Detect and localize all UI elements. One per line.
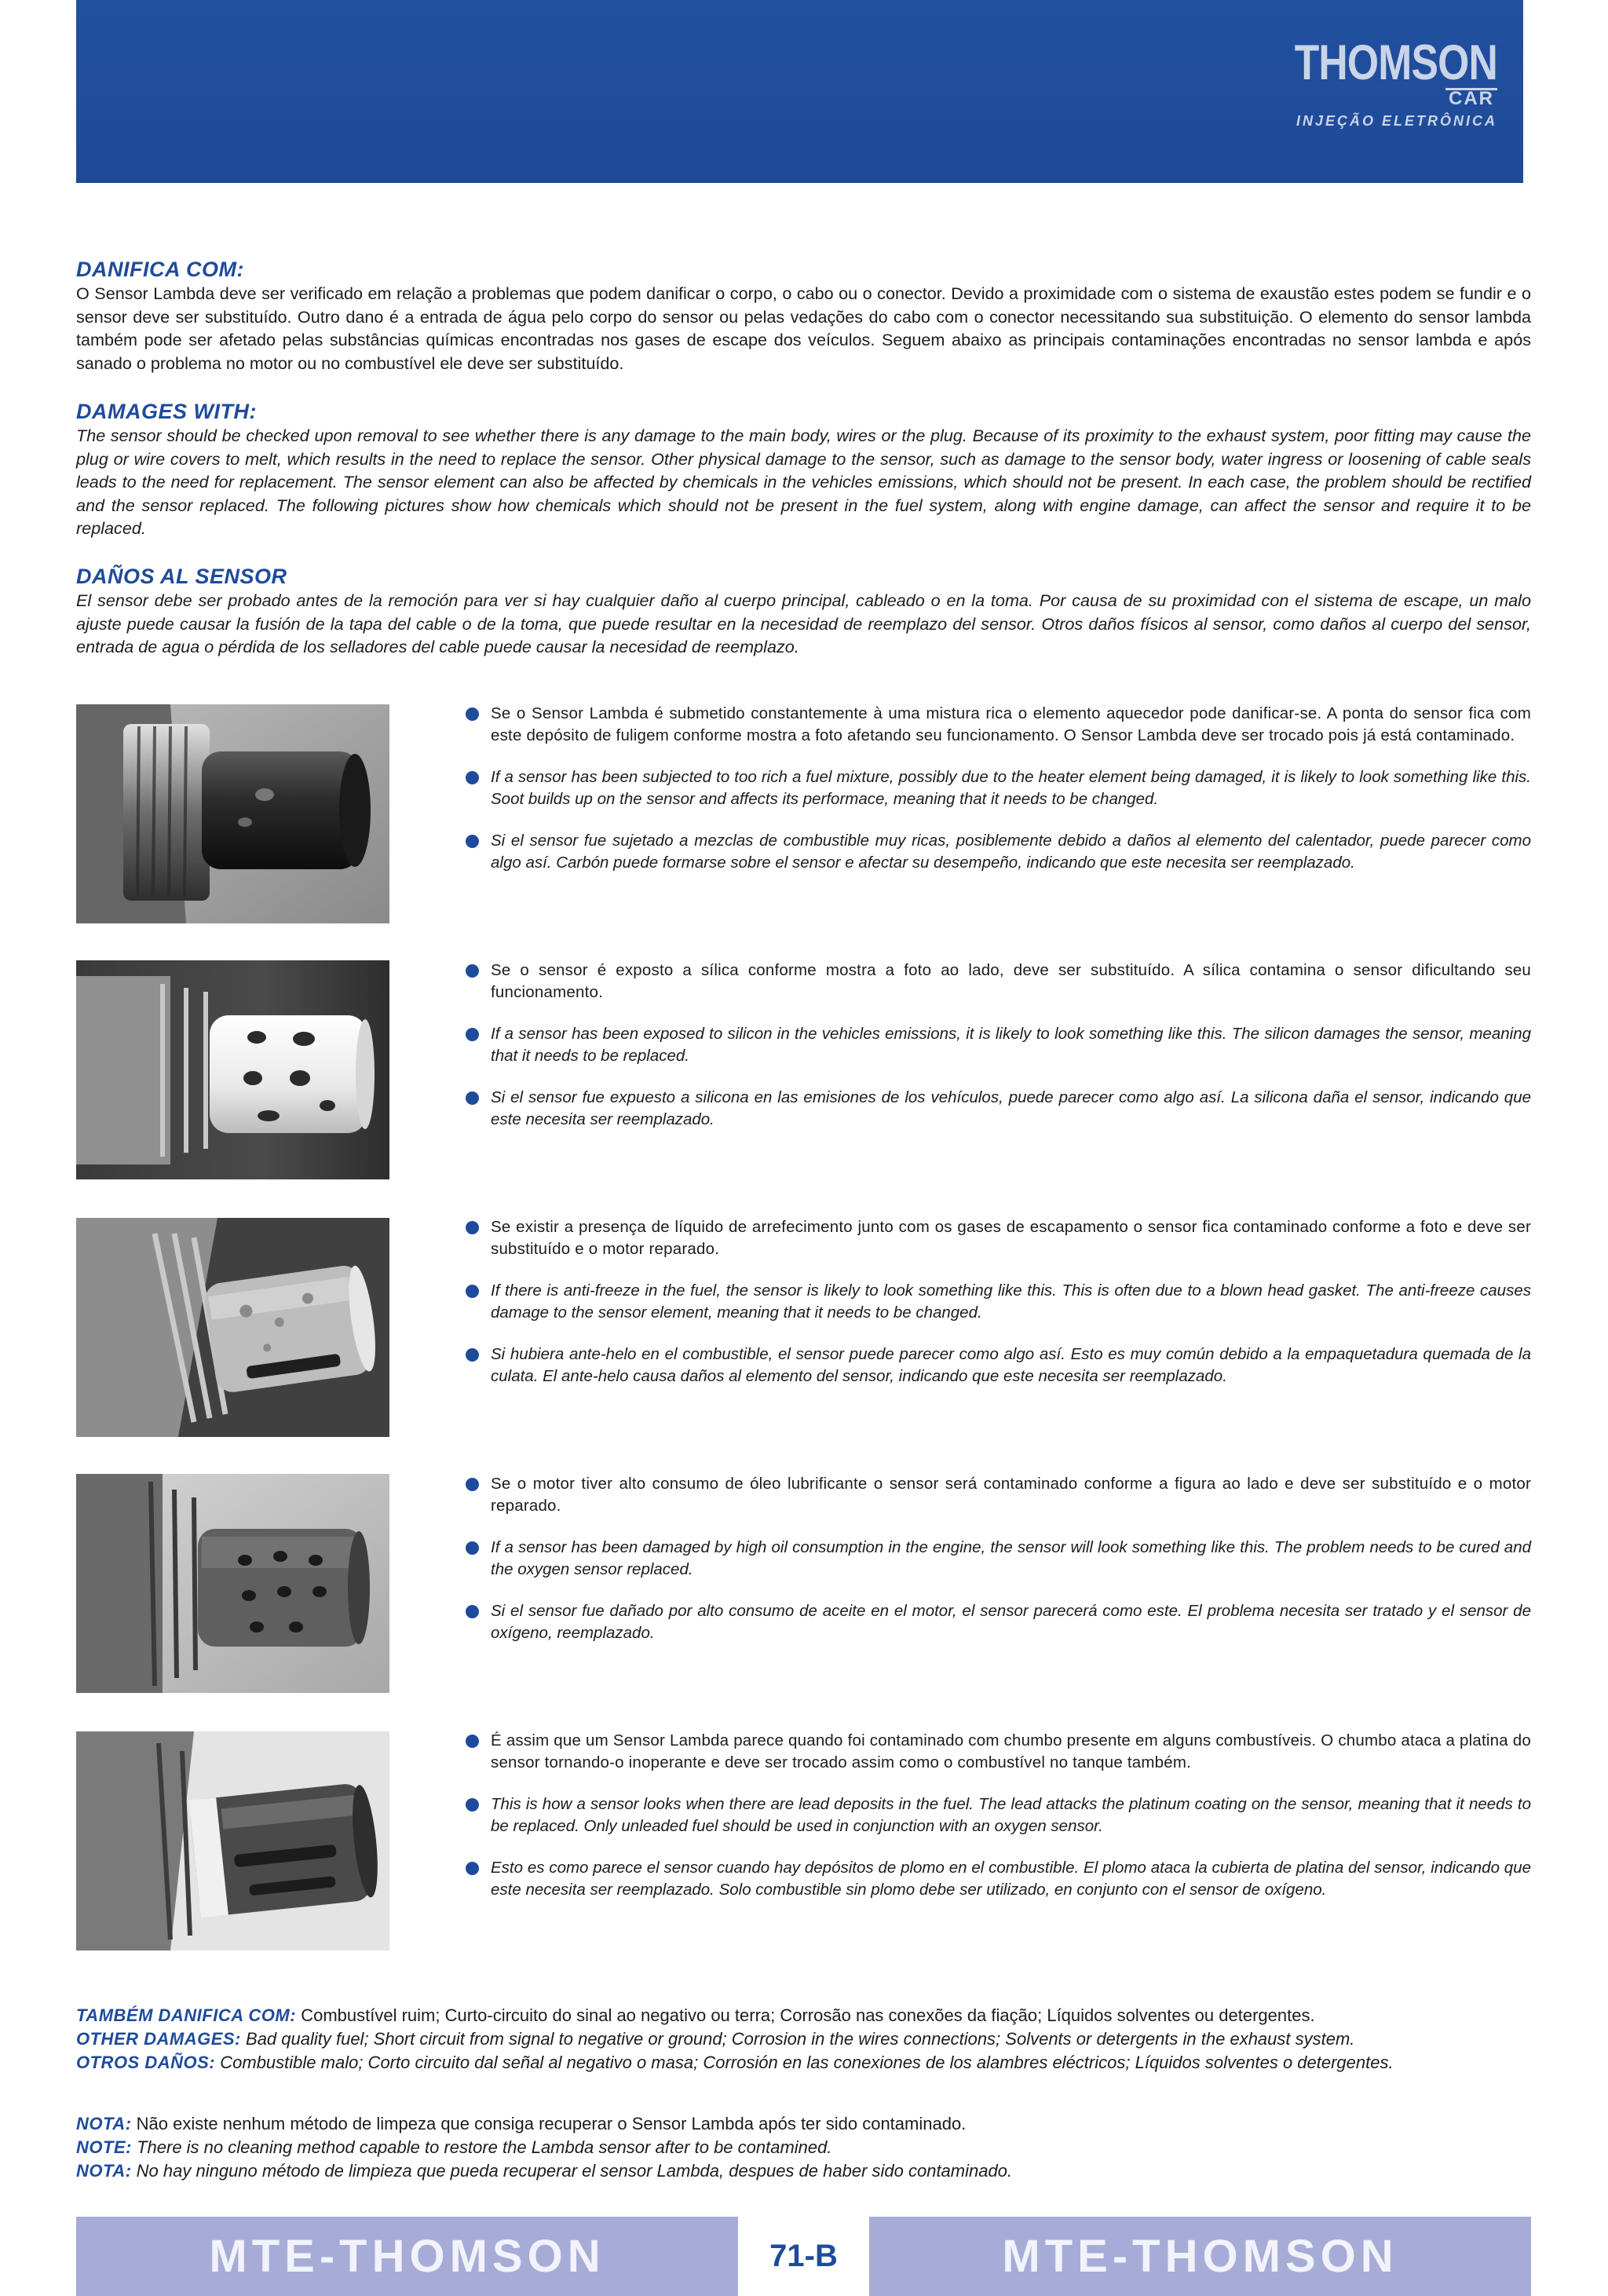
- section-title: DAMAGES WITH:: [76, 400, 257, 423]
- other-damages-label: OTROS DAÑOS:: [76, 2053, 216, 2072]
- note-text: There is no cleaning method capable to restore the Lambda sensor after to be contamined.: [137, 2137, 832, 2157]
- bullet-text: Se o Sensor Lambda é submetido constantemente à uma mistura rica o elemento aquecedor pode danificar-se. A ponta do sensor fica com este depósito de fuligem conforme mostra a foto afetando seu funcionamento. O Sensor Lambda deve ser trocado pois já está contaminado.: [491, 704, 1531, 744]
- logo-car: CAR: [1445, 88, 1497, 108]
- bullet-text: This is how a sensor looks when there are lead deposits in the fuel. The lead attacks the platinum coating on the sensor, meaning that it needs to be replaced. Only unleaded fuel should be used in conjunction with an oxygen sensor.: [491, 1795, 1531, 1835]
- sensor-photo-lead: [76, 1731, 389, 1951]
- note-label: NOTA:: [76, 2114, 132, 2133]
- bullet-pt: [463, 960, 1531, 1004]
- note-es: [76, 2159, 1531, 2183]
- page-number: 71-B: [738, 2217, 869, 2296]
- bullet-text: Si el sensor fue expuesto a silicona en las emisiones de los vehículos, puede parecer como algo así. La silicona daña el sensor, indicando que este necesita ser reemplazado.: [491, 1088, 1531, 1128]
- bullet-text: É assim que um Sensor Lambda parece quando foi contaminado com chumbo presente em alguns combustíveis. O chumbo ataca a platina do sensor tornando-o inoperante e deve ser trocado assim como o combustível no tanque também.: [491, 1731, 1531, 1771]
- case-soot: [463, 703, 1531, 894]
- section-danos: [76, 564, 1531, 659]
- other-damages-label: OTHER DAMAGES:: [76, 2029, 241, 2049]
- header-band: [76, 0, 1523, 183]
- bullet-text: If a sensor has been subjected to too rich a fuel mixture, possibly due to the heater element being damaged, it is likely to look something like this. Soot builds up on the sensor and affects its performace, meaning that it needs to be changed.: [491, 768, 1531, 808]
- bullet-en: [463, 1280, 1531, 1324]
- case-antifreeze: [463, 1216, 1531, 1407]
- bullet-pt: [463, 1216, 1531, 1260]
- section-title: DANIFICA COM:: [76, 258, 244, 281]
- bullet-dot-icon: [466, 1862, 479, 1875]
- bullet-dot-icon: [466, 1028, 479, 1041]
- other-damages-es: [76, 2051, 1531, 2075]
- bullet-dot-icon: [466, 835, 479, 848]
- sensor-photo-soot: [76, 704, 389, 923]
- notes: [76, 2112, 1531, 2183]
- sensor-photo-oil: [76, 1474, 389, 1693]
- other-damages-en: [76, 2027, 1531, 2051]
- footer-band: [76, 2217, 1531, 2296]
- other-damages-label: TAMBÉM DANIFICA COM:: [76, 2005, 297, 2025]
- other-damages-text: Bad quality fuel; Short circuit from signal to negative or ground; Corrosion in the wires connections; Solvents or detergents in the exhaust system.: [246, 2029, 1355, 2049]
- bullet-en: [463, 1793, 1531, 1837]
- note-text: Não existe nenhum método de limpeza que consiga recuperar o Sensor Lambda após ter sido contaminado.: [136, 2114, 967, 2133]
- note-label: NOTE:: [76, 2137, 132, 2157]
- bullet-es: [463, 1344, 1531, 1387]
- bullet-dot-icon: [466, 1478, 479, 1491]
- section-title: DAÑOS AL SENSOR: [76, 565, 287, 588]
- case-silicon: [463, 960, 1531, 1150]
- bullet-pt: [463, 1473, 1531, 1517]
- other-damages-text: Combustível ruim; Curto-circuito do sinal ao negativo ou terra; Corrosão nas conexões da fiação; Líquidos solventes ou detergentes.: [301, 2005, 1315, 2025]
- bullet-dot-icon: [466, 1285, 479, 1298]
- note-pt: [76, 2112, 1531, 2136]
- bullet-text: Si el sensor fue sujetado a mezclas de combustible muy ricas, posiblemente debido a daños al elemento del calentador, puede parecer como algo así. Carbón puede formarse sobre el sensor e afectar su desempeño, indicando que este necesita ser reemplazado.: [491, 832, 1531, 872]
- sensor-photo-silicon: [76, 960, 389, 1179]
- bullet-dot-icon: [466, 964, 479, 978]
- bullet-es: [463, 1600, 1531, 1644]
- bullet-text: If a sensor has been exposed to silicon in the vehicles emissions, it is likely to look something like this. The silicon damages the sensor, meaning that it needs to be replaced.: [491, 1025, 1531, 1065]
- bullet-text: Esto es como parece el sensor cuando hay depósitos de plomo en el combustible. El plomo ataca la cubierta de platina del sensor, indicando que este necesita ser reemplazado. Solo combustible sin plomo debe ser utilizado, en conjunto con el sensor de oxígeno.: [491, 1859, 1531, 1899]
- thomson-logo: [1250, 35, 1497, 130]
- bullet-dot-icon: [466, 1221, 479, 1234]
- section-text: O Sensor Lambda deve ser verificado em relação a problemas que podem danificar o corpo, o cabo ou o conector. Devido a proximidade com o sistema de exaustão estes podem se fundir e o sensor deve ser substituído. Outro dano é a entrada de água pelo corpo do sensor ou pelas vedações do cabo com o conector necessitando sua substituição. O elemento do sensor lambda também pode ser afetado pelas substâncias químicas encontradas nos gases de escape dos veículos. Seguem abaixo as principais contaminações encontradas no sensor lambda e após sanado o problema no motor ou no combustível ele deve ser substituído.: [76, 283, 1531, 373]
- bullet-en: [463, 1537, 1531, 1581]
- bullet-pt: [463, 703, 1531, 747]
- other-damages-text: Combustible malo; Corto circuito dal señal al negativo o masa; Corrosión en las conexiones de los alambres eléctricos; Líquidos solventes o detergentes.: [220, 2053, 1394, 2072]
- bullet-text: Se o motor tiver alto consumo de óleo lubrificante o sensor será contaminado conforme a figura ao lado e deve ser substituído e o motor reparado.: [491, 1475, 1531, 1515]
- other-damages-pt: [76, 2004, 1531, 2027]
- footer-brand-left: MTE-THOMSON: [209, 2231, 605, 2282]
- bullet-text: Si hubiera ante-helo en el combustible, el sensor puede parecer como algo así. Esto es muy común debido a la empaquetadura quemada de la culata. El ante-helo causa daños al elemento del sensor, indicando que este necesita ser reemplazado.: [491, 1345, 1531, 1385]
- section-text: El sensor debe ser probado antes de la remoción para ver si hay cualquier daño al cuerpo principal, cableado o en la toma. Por causa de su proximidad con el sistema de escape, un malo ajuste puede causar la fusión de la tapa del cable o de la toma, que puede resultar en la necesidad de reemplazo del sensor. Otros daños físicos al sensor, como daños al cuerpo del sensor, entrada de agua o pérdida de los selladores del cable puede causar la necesidad de reemplazo.: [76, 590, 1531, 656]
- bullet-dot-icon: [466, 1091, 479, 1105]
- bullet-es: [463, 1087, 1531, 1131]
- bullet-dot-icon: [466, 707, 479, 721]
- bullet-es: [463, 830, 1531, 874]
- footer-brand-right: MTE-THOMSON: [1002, 2231, 1398, 2282]
- bullet-text: Se o sensor é exposto a sílica conforme mostra a foto ao lado, deve ser substituído. A sílica contamina o sensor dificultando seu funcionamento.: [491, 961, 1531, 1001]
- bullet-dot-icon: [466, 1541, 479, 1555]
- bullet-dot-icon: [466, 1798, 479, 1812]
- section-text: The sensor should be checked upon removal to see whether there is any damage to the main body, wires or the plug. Because of its proximity to the exhaust system, poor fitting may cause the plug or wire covers to melt, which results in the need to replace the sensor. Other physical damage to the sensor, such as damage to the sensor body, water ingress or loosening of cable seals leads to the need for replacement. The sensor element can also be affected by chemicals in the vehicles emissions, which should not be present. In each case, the problem should be rectified and the sensor replaced. The following pictures show how chemicals which should not be present in the fuel system, along with engine damage, can affect the sensor and require it to be replaced.: [76, 426, 1531, 538]
- section-damages: [76, 399, 1531, 540]
- logo-wordmark: THOMSON: [1294, 35, 1497, 90]
- bullet-text: Se existir a presença de líquido de arrefecimento junto com os gases de escapamento o sensor fica contaminado conforme a foto e deve ser substituído e o motor reparado.: [491, 1218, 1531, 1258]
- logo-tagline: INJEÇÃO ELETRÔNICA: [1296, 113, 1497, 129]
- case-oil: [463, 1473, 1531, 1664]
- bullet-es: [463, 1857, 1531, 1901]
- bullet-text: If a sensor has been damaged by high oil consumption in the engine, the sensor will look something like this. The problem needs to be cured and the oxygen sensor replaced.: [491, 1538, 1531, 1578]
- other-damages: [76, 2004, 1531, 2075]
- bullet-dot-icon: [466, 771, 479, 784]
- bullet-text: Si el sensor fue dañado por alto consumo de aceite en el motor, el sensor parecerá como este. El problema necesita ser tratado y el sensor de oxígeno, reemplazado.: [491, 1602, 1531, 1642]
- note-label: NOTA:: [76, 2161, 132, 2181]
- bullet-text: If there is anti-freeze in the fuel, the sensor is likely to look something like this. This is often due to a blown head gasket. The anti-freeze causes damage to the sensor element, meaning that it needs to be changed.: [491, 1281, 1531, 1322]
- bullet-pt: [463, 1730, 1531, 1774]
- bullet-en: [463, 766, 1531, 810]
- sensor-photo-antifreeze: [76, 1218, 389, 1437]
- bullet-dot-icon: [466, 1348, 479, 1362]
- case-lead: [463, 1730, 1531, 1921]
- section-danifica: [76, 257, 1531, 375]
- note-en: [76, 2136, 1531, 2159]
- bullet-dot-icon: [466, 1605, 479, 1618]
- bullet-en: [463, 1023, 1531, 1067]
- note-text: No hay ninguno método de limpieza que pueda recuperar el sensor Lambda, despues de haber sido contaminado.: [136, 2161, 1013, 2181]
- bullet-dot-icon: [466, 1735, 479, 1748]
